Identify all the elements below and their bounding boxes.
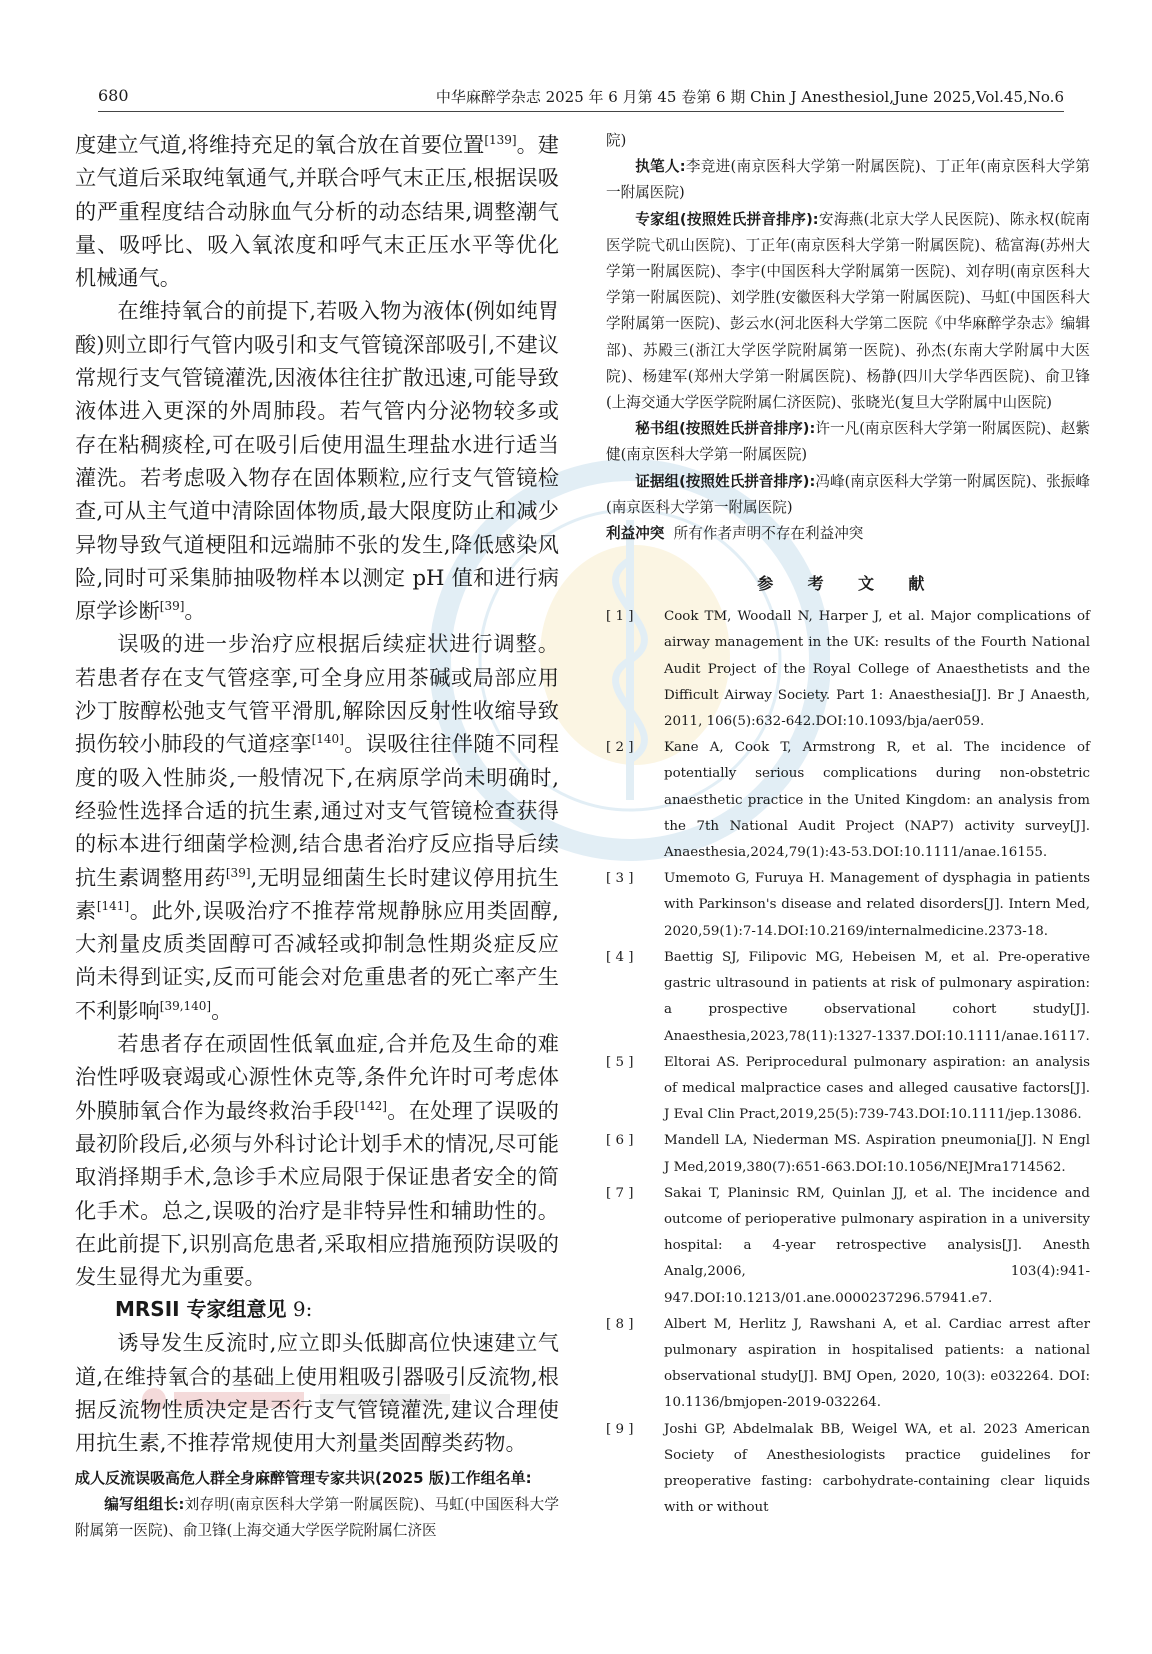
reference-item (606, 735, 1090, 866)
secretary-list: 许一凡(南京医科大学第一附属医院)、赵紫健(南京医科大学第一附属医院) (606, 420, 1090, 464)
reference-item (606, 866, 1090, 945)
secretary-label: 秘书组(按照姓氏拼音排序): (635, 420, 816, 438)
reference-number: [ 3 ] (606, 871, 634, 887)
reference-text: Joshi GP, Abdelmalak BB, Weigel WA, et al. 2023 American Society of Anesthesiologists practice guidelines for preoperative fasting: carbohydrate-containing clear liquids with or without (664, 1421, 1090, 1516)
expert-opinion-heading (75, 1293, 559, 1326)
coi-label: 利益冲突 (606, 525, 665, 543)
writers-list: 李竞进(南京医科大学第一附属医院)、丁正年(南京医科大学第一附属医院) (606, 158, 1090, 202)
p4-text-b: 。在处理了误吸的最初阶段后,必须与外科讨论计划手术的情况,尽可能取消择期手术,急诊手术应局限于保证患者安全的简化手术。总之,误吸的治疗是非特异性和辅助性的。在此前提下,识别高危患者,采取相应措施预防误吸的发生显得尤为重要。 (75, 1097, 559, 1290)
reference-item (606, 945, 1090, 1050)
citation: [39] (159, 599, 185, 614)
citation: [142] (354, 1098, 387, 1113)
citation: [139] (484, 132, 517, 147)
reference-number: [ 9 ] (606, 1421, 634, 1437)
reference-item (606, 604, 1090, 735)
writers-label: 执笔人: (635, 158, 686, 176)
editors-list: 刘存明(南京医科大学第一附属医院)、马虹(中国医科大学附属第一医院)、俞卫锋(上海交通大学医学院附属仁济医 (75, 1495, 559, 1539)
secretary-entry (606, 416, 1090, 468)
citation: [141] (96, 898, 130, 913)
page-number: 680 (98, 86, 129, 105)
header-rule (98, 111, 1064, 112)
reference-number: [ 1 ] (606, 609, 634, 625)
reference-text: Cook TM, Woodall N, Harper J, et al. Major complications of airway management in the UK: results of the Fourth National Audit Project of the Royal College of Anaesthetists and the Difficult Airway Society. Part 1: Anaesthesia[J]. Br J Anaesth, 2011, 106(5):632-642.DOI:10.1093/bja/aer059. (664, 609, 1090, 730)
evidence-entry (606, 469, 1090, 521)
reference-item (606, 1128, 1090, 1180)
reference-number: [ 4 ] (606, 949, 634, 965)
journal-running-head: 中华麻醉学杂志 2025 年 6 月第 45 卷第 6 期 Chin J Anesthesiol,June 2025,Vol.45,No.6 (435, 88, 1064, 106)
reference-item (606, 1050, 1090, 1129)
evidence-label: 证据组(按照姓氏拼音排序): (635, 472, 816, 490)
right-column (606, 128, 1090, 1521)
coi-text: 所有作者声明不存在利益冲突 (673, 525, 864, 543)
reference-text: Albert M, Herlitz J, Rawshani A, et al. Cardiac arrest after pulmonary aspiration in hospitalised patients: a national observational study[J]. BMJ Open, 2020, 10(3): e032264. DOI: 10.1136/bmjopen-2019-032264. (664, 1316, 1090, 1411)
reference-item (606, 1312, 1090, 1417)
editors-entry (75, 1492, 559, 1544)
writers-entry (606, 154, 1090, 206)
paragraph-5: 诱导发生反流时,应立即头低脚高位快速建立气道,在维持氧合的基础上使用粗吸引器吸引反流物,根据反流物性质决定是否行支气管镜灌洗,建议合理使用抗生素,不推荐常规使用大剂量类固醇类药物。 (75, 1330, 559, 1456)
citation: [39] (225, 865, 251, 880)
heading-number: 9: (286, 1297, 313, 1322)
p3-text-e: 。 (211, 997, 233, 1023)
reference-number: [ 2 ] (606, 740, 634, 756)
citation: [140] (311, 732, 344, 747)
reference-text: Kane A, Cook T, Armstrong R, et al. The incidence of potentially serious complications during non-obstetric anaesthetic practice in the United Kingdom: an analysis from the 7th National Audit Project (NAP7) activity survey[J]. Anaesthesia,2024,79(1):43-53.DOI:10.1111/anae.16155. (664, 740, 1090, 861)
p1-text-a: 度建立气道,将维持充足的氧合放在首要位置 (75, 132, 485, 157)
reference-text: Eltorai AS. Periprocedural pulmonary aspiration: an analysis of medical malpractice cases and alleged causative factors[J]. J Eval Clin Pract,2019,25(5):739-743.DOI:10.1111/jep.13086. (664, 1054, 1090, 1123)
reference-item (606, 1181, 1090, 1312)
reference-text: Sakai T, Planinsic RM, Quinlan JJ, et al. The incidence and outcome of perioperative pulmonary aspiration in a university hospital: a 4-year retrospective analysis[J]. Anesth Analg,2006, 103(4):941-947.DOI:10.1213/01.ane.0000237296.57941.e7. (664, 1185, 1090, 1306)
paragraph-2 (75, 294, 559, 627)
reference-number: [ 7 ] (606, 1185, 634, 1201)
reference-number: [ 8 ] (606, 1316, 634, 1332)
working-group-title: 成人反流误吸高危人群全身麻醉管理专家共识(2025 版)工作组名单: (75, 1468, 532, 1487)
paragraph-1 (75, 128, 559, 294)
conflict-of-interest (606, 521, 1090, 547)
paragraph-3 (75, 627, 559, 1027)
paragraph-4 (75, 1027, 559, 1293)
experts-list: 安海燕(北京大学人民医院)、陈永权(皖南医学院弋矶山医院)、丁正年(南京医科大学第一附属医院)、嵇富海(苏州大学第一附属医院)、李宇(中国医科大学附属第一医院)、刘存明(南京医科大学第一附属医院)、刘学胜(安徽医科大学第一附属医院)、马虹(中国医科大学附属第一医院)、彭云水(河北医科大学第二医院《中华麻醉学杂志》编辑部)、苏殿三(浙江大学医学院附属第一医院)、孙杰(东南大学附属中大医院)、杨建军(郑州大学第一附属医院)、杨静(四川大学华西医院)、俞卫锋(上海交通大学医学院附属仁济医院)、张晓光(复旦大学附属中山医院) (606, 210, 1090, 412)
p2-text-b: 。 (184, 598, 206, 624)
p3-text-c: ,无明显细菌生长时建议停用抗生素 (75, 864, 559, 923)
p3-text-a: 误吸的进一步治疗应根据后续症状进行调整。若患者存在支气管痉挛,可全身应用茶碱或局部应用沙丁胺醇松弛支气管平滑肌,解除因反射性收缩导致损伤较小肺段的气道痉挛 (75, 631, 559, 757)
experts-entry (606, 207, 1090, 417)
evidence-list: 冯峰(南京医科大学第一附属医院)、张振峰(南京医科大学第一附属医院) (606, 472, 1090, 516)
page-header (0, 0, 1152, 110)
p1-text-b: 。建立气道后采取纯氧通气,并联合呼气末正压,根据误吸的严重程度结合动脉血气分析的动态结果,调整潮气量、吸呼比、吸入氧浓度和呼气末正压水平等优化机械通气。 (75, 132, 559, 291)
editors-continued: 院) (606, 132, 627, 149)
reference-number: [ 6 ] (606, 1133, 634, 1149)
citation: [39,140] (159, 998, 212, 1013)
p3-text-d: 。此外,误吸治疗不推荐常规静脉应用类固醇,大剂量皮质类固醇可否减轻或抑制急性期炎症反应尚未得到证实,反而可能会对危重患者的死亡率产生不利影响 (75, 897, 559, 1023)
reference-text: Umemoto G, Furuya H. Management of dysphagia in patients with Parkinson's disease and related disorders[J]. Intern Med, 2020,59(1):7-14.DOI:10.2169/internalmedicine.2373-18. (664, 871, 1090, 939)
experts-label: 专家组(按照姓氏拼音排序): (635, 210, 819, 228)
editors-label: 编写组组长: (104, 1495, 185, 1513)
reference-text: Mandell LA, Niederman MS. Aspiration pneumonia[J]. N Engl J Med,2019,380(7):651-663.DOI:10.1056/NEJMra1714562. (664, 1133, 1090, 1175)
left-column (75, 128, 559, 1544)
heading-text: MRSII 专家组意见 (115, 1297, 287, 1322)
references-title: 参 考 文 献 (757, 574, 939, 594)
p4-text-a: 若患者存在顽固性低氧血症,合并危及生命的难治性呼吸衰竭或心源性休克等,条件允许时可考虑体外膜肺氧合作为最终救治手段 (75, 1031, 559, 1123)
p3-text-b: 。误吸往往伴随不同程度的吸入性肺炎,一般情况下,在病原学尚未明确时,经验性选择合适的抗生素,通过对支气管镜检查获得的标本进行细菌学检测,结合患者治疗反应指导后续抗生素调整用药 (75, 731, 559, 890)
reference-item (606, 1417, 1090, 1522)
reference-number: [ 5 ] (606, 1054, 634, 1070)
reference-text: Baettig SJ, Filipovic MG, Hebeisen M, et al. Pre-operative gastric ultrasound in patients at risk of pulmonary aspiration: a prospective observational cohort study[J]. Anaesthesia,2023,78(11):1327-1337.DOI:10.1111/anae.16117. (664, 949, 1090, 1044)
p2-text-a: 在维持氧合的前提下,若吸入物为液体(例如纯胃酸)则立即行气管内吸引和支气管镜深部吸引,不建议常规行支气管镜灌洗,因液体往往扩散迅速,可能导致液体进入更深的外周肺段。若气管内分泌物较多或存在粘稠痰栓,可在吸引后使用温生理盐水进行适当灌洗。若考虑吸入物存在固体颗粒,应行支气管镜检查,可从主气道中清除固体物质,最大限度防止和减少异物导致气道梗阻和远端肺不张的发生,降低感染风险,同时可采集肺抽吸物样本以测定 pH 值和进行病原学诊断 (75, 298, 559, 624)
